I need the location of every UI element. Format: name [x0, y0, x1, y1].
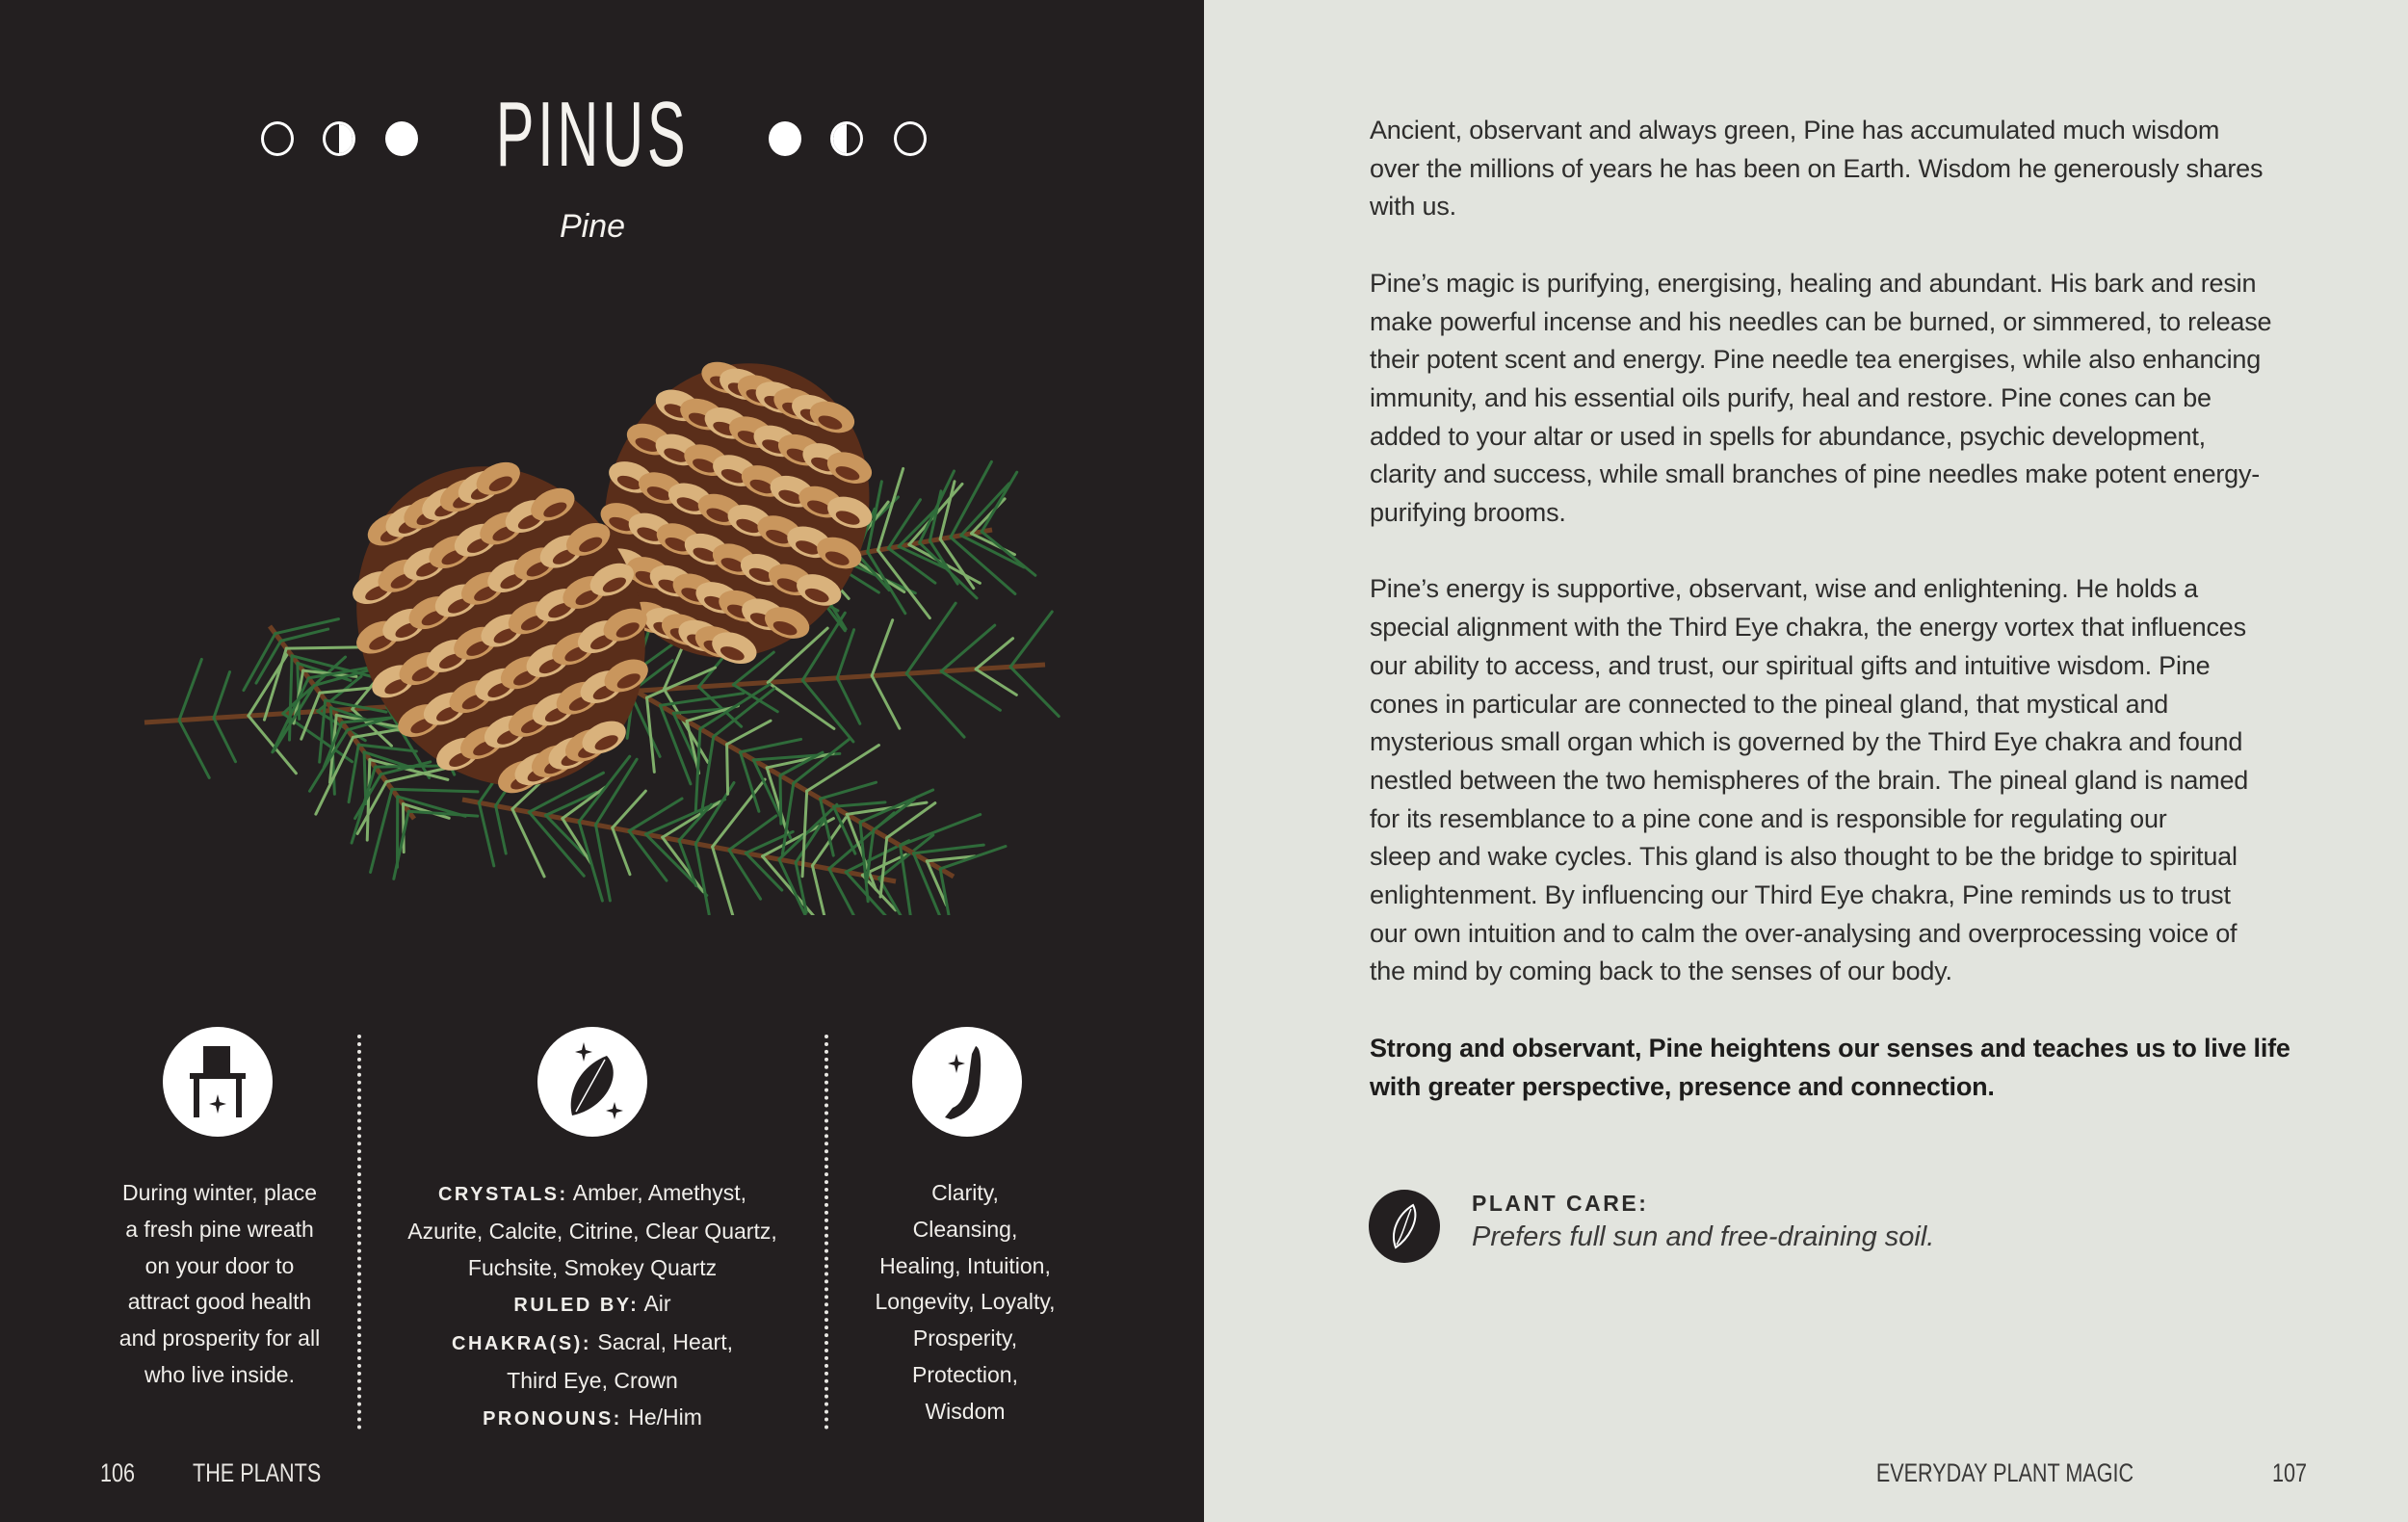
needle: [479, 802, 493, 866]
needle: [837, 630, 853, 678]
text-line: Cleansing,: [912, 1216, 1018, 1242]
ruled-by-label: RULED BY:: [513, 1295, 640, 1317]
needle: [214, 672, 230, 719]
needle: [906, 673, 964, 737]
needle: [913, 845, 983, 853]
text-line: Pine’s energy is supportive, observant, wise and enlightening. He holds a: [1370, 574, 2198, 604]
pronouns-line: [376, 1400, 809, 1438]
needle: [1010, 667, 1059, 716]
plant-latin-name: PINUS: [495, 83, 690, 186]
paragraph: [1370, 112, 2391, 226]
magic-hand-icon: [912, 1027, 1022, 1137]
text-line: with us.: [1370, 192, 1456, 222]
text-line: immunity, and his essential oils purify, heal and restore. Pine cones can be: [1370, 382, 2212, 412]
text-line: Wisdom: [925, 1398, 1006, 1424]
tip-column: [65, 1175, 374, 1394]
text-line: who live inside.: [144, 1361, 295, 1387]
text-line: clarity and success, while small branches of pine needles make potent energy-: [1370, 459, 2261, 489]
ruled-by-value: Air: [643, 1291, 671, 1317]
needle: [214, 718, 236, 761]
text-line: with greater perspective, presence and connection.: [1370, 1071, 1995, 1101]
altar-table-icon: [163, 1027, 273, 1137]
text-line: the mind by coming back to the senses of our body.: [1370, 957, 1952, 986]
needle: [982, 472, 1017, 532]
text-line: and prosperity for all: [118, 1325, 321, 1351]
waxing-crescent-icon: [323, 121, 355, 156]
section-title: THE PLANTS: [193, 1458, 322, 1487]
needle: [695, 844, 709, 914]
needle: [286, 647, 361, 648]
text-line: for its resemblance to a pine cone and is responsible for regulating our: [1370, 803, 2167, 833]
correspondences-column: [376, 1175, 809, 1438]
needle: [780, 775, 781, 824]
chakras-label: CHAKRA(S):: [452, 1333, 591, 1355]
text-line: attract good health: [127, 1289, 312, 1315]
sparkling-leaf-icon: [537, 1027, 647, 1137]
needle: [821, 782, 877, 799]
text-line: Prosperity,: [912, 1325, 1018, 1351]
text-line: Longevity, Loyalty,: [875, 1289, 1056, 1315]
text-line: Strong and observant, Pine heightens our senses and teaches us to live life: [1370, 1033, 2290, 1063]
needle: [872, 620, 892, 676]
needle: [367, 759, 370, 840]
dotted-divider: [824, 1035, 828, 1430]
pronouns-value: He/Him: [628, 1404, 702, 1430]
plant-common-name: Pine: [559, 208, 626, 245]
crystals-value: Fuchsite, Smokey Quartz: [467, 1254, 718, 1280]
text-line: our own intuition and to calm the over-analysing and overprocessing voice of: [1370, 918, 2238, 948]
needle: [358, 745, 416, 751]
needle: [982, 532, 1035, 575]
paragraph: [1370, 570, 2391, 991]
pine-cone-illustration: [125, 337, 1069, 915]
text-line: mysterious small organ which is governed by the Third Eye chakra and found: [1370, 727, 2243, 757]
chakras-value: Sacral, Heart,: [597, 1329, 733, 1355]
needle: [727, 745, 728, 795]
needle: [512, 809, 544, 877]
chakras-value: Third Eye, Crown: [507, 1367, 678, 1393]
text-line: Ancient, observant and always green, Pine has accumulated much wisdom: [1370, 116, 2220, 144]
needle: [906, 603, 955, 673]
needle: [733, 685, 777, 712]
text-line: purifying brooms.: [1370, 498, 1566, 528]
crystals-value: Azurite, Calcite, Citrine, Clear Quartz,: [407, 1218, 777, 1244]
needle: [976, 669, 1016, 695]
needle: [837, 678, 860, 723]
needle: [941, 625, 995, 671]
needle: [812, 866, 825, 915]
needle: [392, 789, 478, 792]
crystals-line: [376, 1175, 809, 1214]
needle: [941, 671, 1000, 710]
needle: [629, 799, 682, 831]
needle: [179, 721, 209, 778]
needle: [371, 789, 392, 872]
new-moon-icon: [894, 121, 927, 156]
needle: [860, 790, 933, 822]
needle: [899, 546, 946, 568]
full-moon-icon: [385, 121, 418, 156]
needle: [1010, 612, 1052, 667]
needle: [727, 721, 771, 745]
waning-crescent-icon: [830, 121, 863, 156]
needle: [701, 737, 713, 813]
needle: [940, 482, 955, 539]
leaf-icon: [1369, 1190, 1440, 1263]
needle: [275, 619, 339, 634]
text-line: Clarity,: [931, 1180, 999, 1205]
needle: [349, 745, 358, 802]
text-line: Pine’s magic is purifying, energising, healing and abundant. His bark and resin: [1370, 268, 2257, 298]
pronouns-label: PRONOUNS:: [483, 1407, 622, 1430]
page-number-left: 106: [100, 1458, 136, 1487]
text-line: make powerful incense and his needles can be burned, or simmered, to release: [1370, 306, 2272, 336]
needle: [740, 739, 800, 751]
text-line: their potent scent and energy. Pine needle tea energises, while also enhancing: [1370, 345, 2262, 375]
text-line: cones in particular are connected to the pineal gland, that mystical and: [1370, 689, 2169, 719]
needle: [613, 827, 630, 874]
text-line: a fresh pine wreath: [125, 1216, 314, 1242]
plant-care-text: Prefers full sun and free-draining soil.: [1472, 1221, 1935, 1252]
text-line: special alignment with the Third Eye chakra, the energy vortex that influences: [1370, 613, 2246, 643]
text-line: Protection,: [912, 1361, 1018, 1387]
new-moon-icon: [261, 121, 294, 156]
text-line: During winter, place: [122, 1180, 317, 1205]
properties-column: [830, 1175, 1100, 1430]
summary-paragraph: [1370, 1030, 2391, 1106]
text-line: sleep and wake cycles. This gland is also thought to be the bridge to spiritual: [1370, 842, 2238, 872]
text-line: added to your altar or used in spells for abundance, psychic development,: [1370, 421, 2206, 451]
needle: [976, 639, 1012, 669]
needle: [579, 822, 602, 901]
needle: [660, 694, 743, 706]
text-line: nestled between the two hemispheres of the brain. The pineal gland is named: [1370, 765, 2249, 795]
needle: [872, 676, 900, 729]
crystals-label: CRYSTALS:: [437, 1184, 568, 1205]
needle: [647, 697, 655, 772]
ruled-by-line: [376, 1286, 809, 1325]
page-number-right: 107: [2271, 1458, 2307, 1487]
text-line: Healing, Intuition,: [879, 1252, 1051, 1278]
needle: [729, 816, 776, 850]
needle: [179, 659, 201, 720]
book-title: EVERYDAY PLANT MAGIC: [1875, 1458, 2133, 1487]
body-text: [1370, 112, 2391, 1144]
text-line: on your door to: [144, 1252, 295, 1278]
needle: [833, 802, 885, 806]
text-line: our ability to access, and trust, our spiritual gifts and intuitive wisdom. Pine: [1370, 650, 2211, 680]
needle: [713, 779, 766, 847]
needle: [496, 806, 507, 854]
paragraph: [1370, 265, 2391, 533]
chakras-line: [376, 1325, 809, 1363]
full-moon-icon: [769, 121, 801, 156]
text-line: enlightenment. By influencing our Third Eye chakra, Pine reminds us to trust: [1370, 880, 2231, 910]
text-line: over the millions of years he has been on Earth. Wisdom he generously shares: [1370, 153, 2264, 183]
crystals-value: Amber, Amethyst,: [572, 1180, 747, 1205]
plant-care-label: PLANT CARE:: [1472, 1191, 1649, 1216]
right-page: [1204, 0, 2408, 1522]
